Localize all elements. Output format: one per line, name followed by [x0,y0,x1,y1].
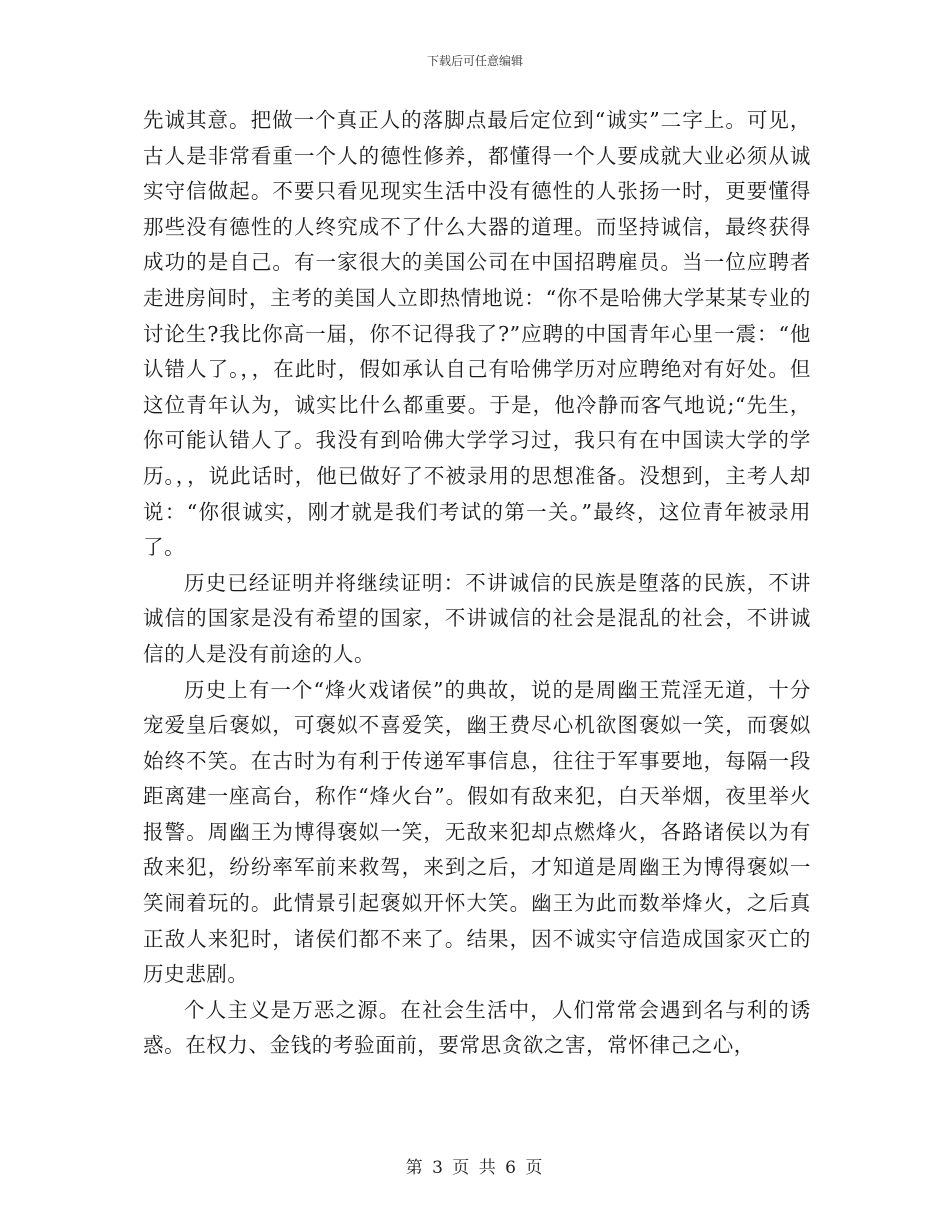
paragraph: 历史已经证明并将继续证明：不讲诚信的民族是堕落的民族，不讲诚信的国家是没有希望的国家，不讲诚信的社会是混乱的社会，不讲诚信的人是没有前途的人。 [143,570,811,666]
paragraph: 个人主义是万恶之源。在社会生活中，人们常常会遇到名与利的诱惑。在权力、金钱的考验面前，要常思贪欲之害，常怀律己之心， [143,997,811,1058]
document-body [143,103,811,1064]
page-number-footer: 第 3 页 共 6 页 [405,1158,545,1178]
paragraph-continuation: 先诚其意。把做一个真正人的落脚点最后定位到“诚实”二字上。可见，古人是非常看重一个人的德性修养，都懂得一个人要成就大业必须从诚实守信做起。不要只看见现实生活中没有德性的人张扬一时，更要懂得那些没有德性的人终究成不了什么大器的道理。而坚持诚信，最终获得成功的是自己。有一家很大的美国公司在中国招聘雇员。当一位应聘者走进房间时，主考的美国人立即热情地说：“你不是哈佛大学某某专业的讨论生?我比你高一届，你不记得我了?”应聘的中国青年心里一震：“他认错人了。，，在此时，假如承认自己有哈佛学历对应聘绝对有好处。但这位青年认为，诚实比什么都重要。于是，他冷静而客气地说;“先生，你可能认错人了。我没有到哈佛大学学习过，我只有在中国读大学的学历。，，说此话时，他已做好了不被录用的思想准备。没想到，主考人却说：“你很诚实，刚才就是我们考试的第一关。”最终，这位青年被录用了。 [143,108,811,560]
paragraph: 历史上有一个“烽火戏诸侯”的典故，说的是周幽王荒淫无道，十分宠爱皇后褒姒，可褒姒不喜爱笑，幽王费尽心机欲图褒姒一笑，而褒姒始终不笑。在古时为有利于传递军事信息，往往于军事要地，每隔一段距离建一座高台，称作“烽火台”。假如有敌来犯，白天举烟，夜里举火报警。周幽王为博得褒姒一笑，无敌来犯却点燃烽火，各路诸侯以为有敌来犯，纷纷率军前来救驾，来到之后，才知道是周幽王为博得褒姒一笑闹着玩的。此情景引起褒姒开怀大笑。幽王为此而数举烽火，之后真正敌人来犯时，诸侯们都不来了。结果，因不诚实守信造成国家灭亡的历史悲剧。 [143,677,811,987]
page-header: 下载后可任意编辑 [426,54,523,68]
